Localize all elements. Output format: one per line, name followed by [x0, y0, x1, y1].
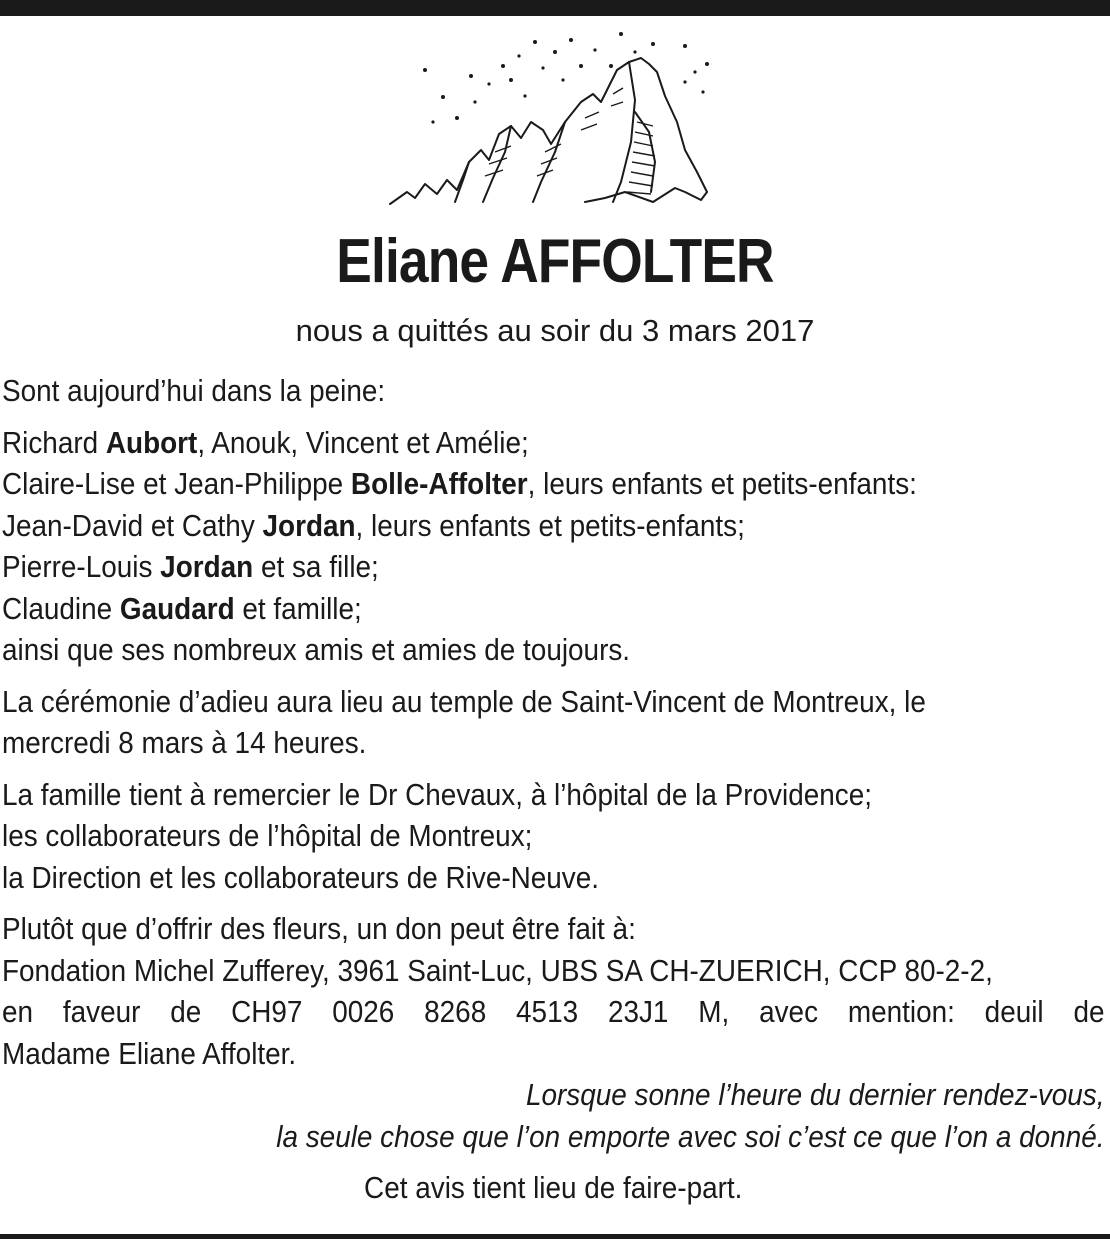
bottom-border-rule — [0, 1234, 1110, 1239]
mountain-stars-drawing-icon — [385, 22, 725, 212]
family-name: Gaudard — [119, 590, 235, 626]
thanks-line: la Direction et les collaborateurs de Rive-Neuve. — [2, 859, 600, 895]
friends-line: ainsi que ses nombreux amis et amies de toujours. — [2, 632, 631, 667]
deceased-name-title: Eliane AFFOLTER — [336, 227, 774, 296]
quote-line: Lorsque sonne l’heure du dernier rendez-vous, — [525, 1077, 1105, 1112]
family-name: Jordan — [262, 507, 356, 543]
mourner-line: Jean-David et Cathy Jordan, leurs enfants et petits-enfants; — [2, 507, 745, 543]
death-date-subtitle: nous a quittés au soir du 3 mars 2017 — [295, 313, 815, 348]
family-name: Aubort — [105, 424, 198, 460]
quote-line: la seule chose que l’on emporte avec soi c’est ce que l’on a donné. — [276, 1118, 1105, 1154]
closing-line: Cet avis tient lieu de faire-part. — [364, 1170, 743, 1205]
mourner-line: Claire-Lise et Jean-Philippe Bolle-Affolter, leurs enfants et petits-enfants: — [2, 466, 917, 501]
mourner-line: Pierre-Louis Jordan et sa fille; — [2, 549, 379, 584]
ceremony-line: mercredi 8 mars à 14 heures. — [2, 725, 367, 760]
thanks-line: La famille tient à remercier le Dr Chevaux, à l’hôpital de la Providence; — [2, 776, 872, 812]
thanks-line: les collaborateurs de l’hôpital de Montreux; — [2, 818, 533, 853]
donation-line: Madame Eliane Affolter. — [2, 1035, 297, 1071]
donation-line: Plutôt que d’offrir des fleurs, un don peut être fait à: — [2, 911, 636, 946]
mourner-line: Richard Aubort, Anouk, Vincent et Amélie; — [2, 424, 529, 460]
donation-line: Fondation Michel Zufferey, 3961 Saint-Luc, UBS SA CH-ZUERICH, CCP 80-2-2, — [2, 952, 993, 988]
notice-body — [2, 370, 1105, 1209]
mourner-line: Claudine Gaudard et famille; — [2, 590, 362, 626]
mourners-intro: Sont aujourd’hui dans la peine: — [2, 373, 386, 408]
ceremony-line: La cérémonie d’adieu aura lieu au temple de Saint-Vincent de Montreux, le — [2, 683, 926, 719]
top-border-bar — [0, 0, 1110, 16]
donation-line: en faveur de CH97 0026 8268 4513 23J1 M, avec mention: deuil de — [2, 994, 1105, 1029]
family-name: Jordan — [160, 549, 254, 584]
family-name: Bolle-Affolter — [350, 466, 528, 501]
